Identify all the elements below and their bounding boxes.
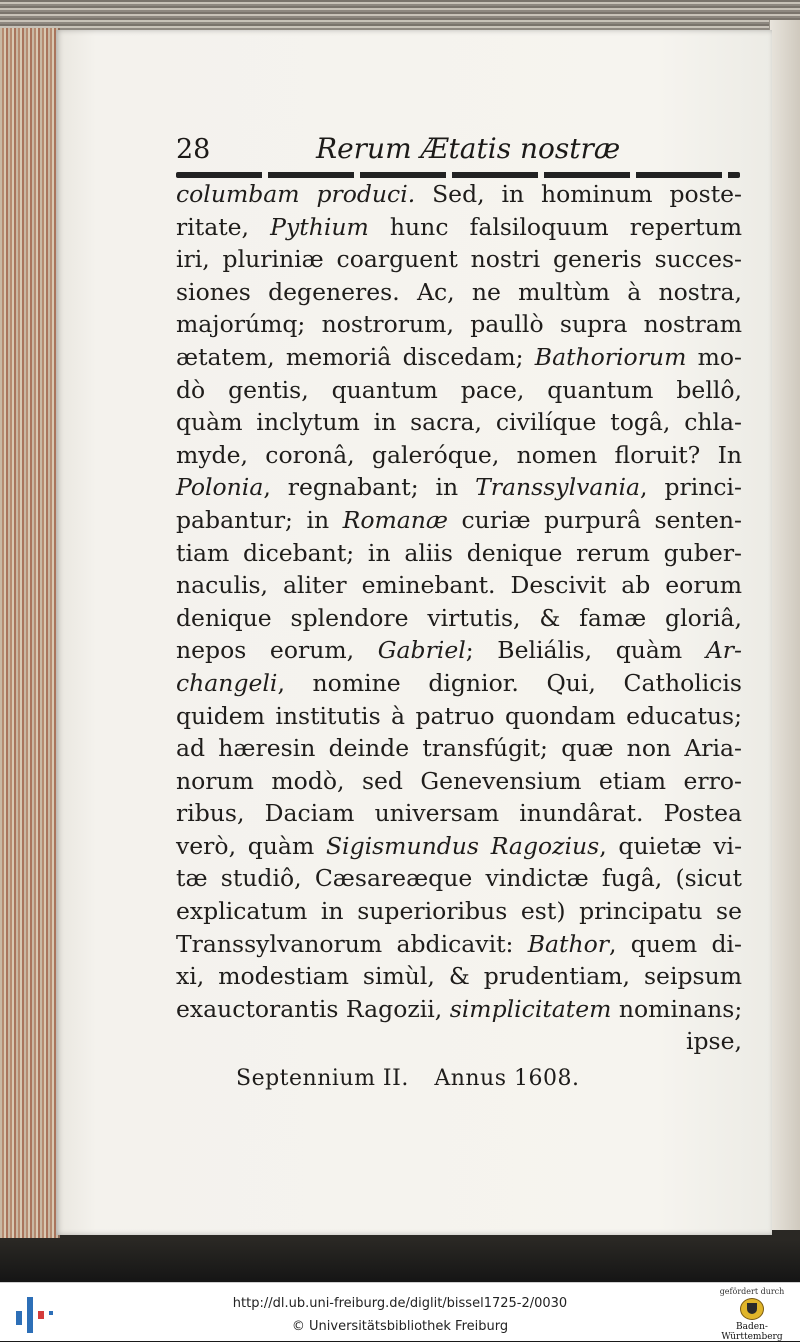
text-segment: naculis, aliter eminebant. Descivit ab eorum [176,571,742,600]
text-segment: curiæ purpurâ senten- [448,505,742,534]
page-header [176,132,740,178]
text-segment: ribus, Daciam universam inundârat. Postea [176,799,742,828]
text-segment: ætatem, memoriâ discedam; [176,342,535,371]
text-segment: tæ studiô, Cæsareæque vindictæ fugâ, (sicut [176,864,742,893]
text-segment: denique splendore virtutis, & famæ gloriâ, [176,603,742,632]
text-segment: myde, coronâ, galeróque, nomen floruit? In [176,440,742,469]
text-segment: , regnabant; in [263,473,476,502]
text-line [176,1025,742,1058]
text-line [176,569,742,602]
text-segment: ipse, [686,1027,742,1056]
permalink-url[interactable]: http://dl.ub.uni-freiburg.de/diglit/bissel1725-2/0030 [232,1296,568,1311]
text-line [176,993,742,1026]
text-line [176,341,742,374]
text-line [176,471,742,504]
text-line [176,862,742,895]
text-segment: siones degeneres. Ac, ne multùm à nostra, [176,277,742,306]
text-segment: verò, quàm [176,831,326,860]
italic-text: Gabriel [377,636,466,665]
text-line [176,667,742,700]
text-segment: pabantur; in [176,505,343,534]
text-line [176,406,742,439]
italic-text: simplicitatem [449,994,612,1023]
text-line [176,765,742,798]
text-segment: , quem di- [609,929,742,958]
italic-text: Polonia [176,473,264,502]
text-line [176,504,742,537]
text-segment: , quietæ vi- [599,831,743,860]
text-segment: quàm inclytum in sacra, civilíque togâ, chla- [176,408,742,437]
text-segment: , nomine dignior. Qui, Catholicis [277,668,742,697]
text-segment: ritate, [176,212,271,241]
text-line [176,634,742,667]
text-segment: nepos eorum, [176,636,378,665]
text-line [176,439,742,472]
body-text [176,178,742,1058]
italic-text: Bathor [527,929,610,958]
italic-text: Sigismundus Ragozius [325,831,600,860]
text-segment: explicatum in superioribus est) principatu se [176,897,742,926]
italic-text: changeli [176,668,278,697]
text-line [176,700,742,733]
italic-text: Ar- [705,636,742,665]
catch-line [236,1066,579,1091]
italic-text: Bathoriorum [534,342,687,371]
text-segment: ; Beliális, quàm [465,636,706,665]
book-page-edges [0,28,60,1238]
text-line [176,308,742,341]
sponsor-name: Baden-Württemberg [721,1322,783,1342]
text-line [176,276,742,309]
text-segment: exauctorantis Ragozii, [176,994,450,1023]
text-line [176,243,742,276]
catch-annus: Annus 1608. [434,1066,580,1091]
text-line [176,732,742,765]
text-segment: dò gentis, quantum pace, quantum bellô, [176,375,742,404]
italic-text: Romanæ [342,505,448,534]
sponsor-block[interactable] [714,1287,790,1342]
running-title: Rerum Ætatis nostræ [316,132,621,165]
text-line [176,895,742,928]
book-right-edge [769,20,800,1230]
text-line [176,211,742,244]
text-segment: Transsylvanorum abdicavit: [176,929,528,958]
page-number: 28 [176,134,211,165]
text-line [176,928,742,961]
text-line [176,374,742,407]
text-segment: Sed, in hominum poste- [415,180,742,208]
italic-text: Pythium [270,212,369,241]
sponsor-label: gefördert durch [719,1287,785,1296]
text-segment: ad hæresin deinde transfúgit; quæ non Aria- [176,734,742,763]
text-line [176,960,742,993]
viewer-footer [0,1282,800,1341]
text-segment: hunc falsiloquum repertum [368,212,742,241]
italic-text: columbam produci. [176,180,416,208]
text-segment: nominans; [611,994,743,1023]
text-segment: mo- [686,342,743,371]
text-segment: tiam dicebant; in aliis denique rerum guber- [176,538,742,567]
copyright-notice: © Universitätsbibliothek Freiburg [291,1319,509,1334]
text-line [176,797,742,830]
book-top-edge [0,0,800,30]
text-segment: quidem institutis à patruo quondam educatus; [176,701,742,730]
text-line [176,602,742,635]
state-crest-icon [740,1298,764,1320]
text-line [176,537,742,570]
text-segment: , princi- [640,473,742,502]
text-segment: norum modò, sed Genevensium etiam erro- [176,766,742,795]
text-segment: xi, modestiam simùl, & prudentiam, seipsum [176,962,742,991]
text-segment: majorúmq; nostrorum, paullò supra nostram [176,310,742,339]
text-line [176,178,742,211]
text-line [176,830,742,863]
catch-septennium: Septennium II. [236,1066,409,1091]
text-segment: iri, pluriniæ coarguent nostri generis succes- [176,245,742,274]
italic-text: Transsylvania [475,473,641,502]
